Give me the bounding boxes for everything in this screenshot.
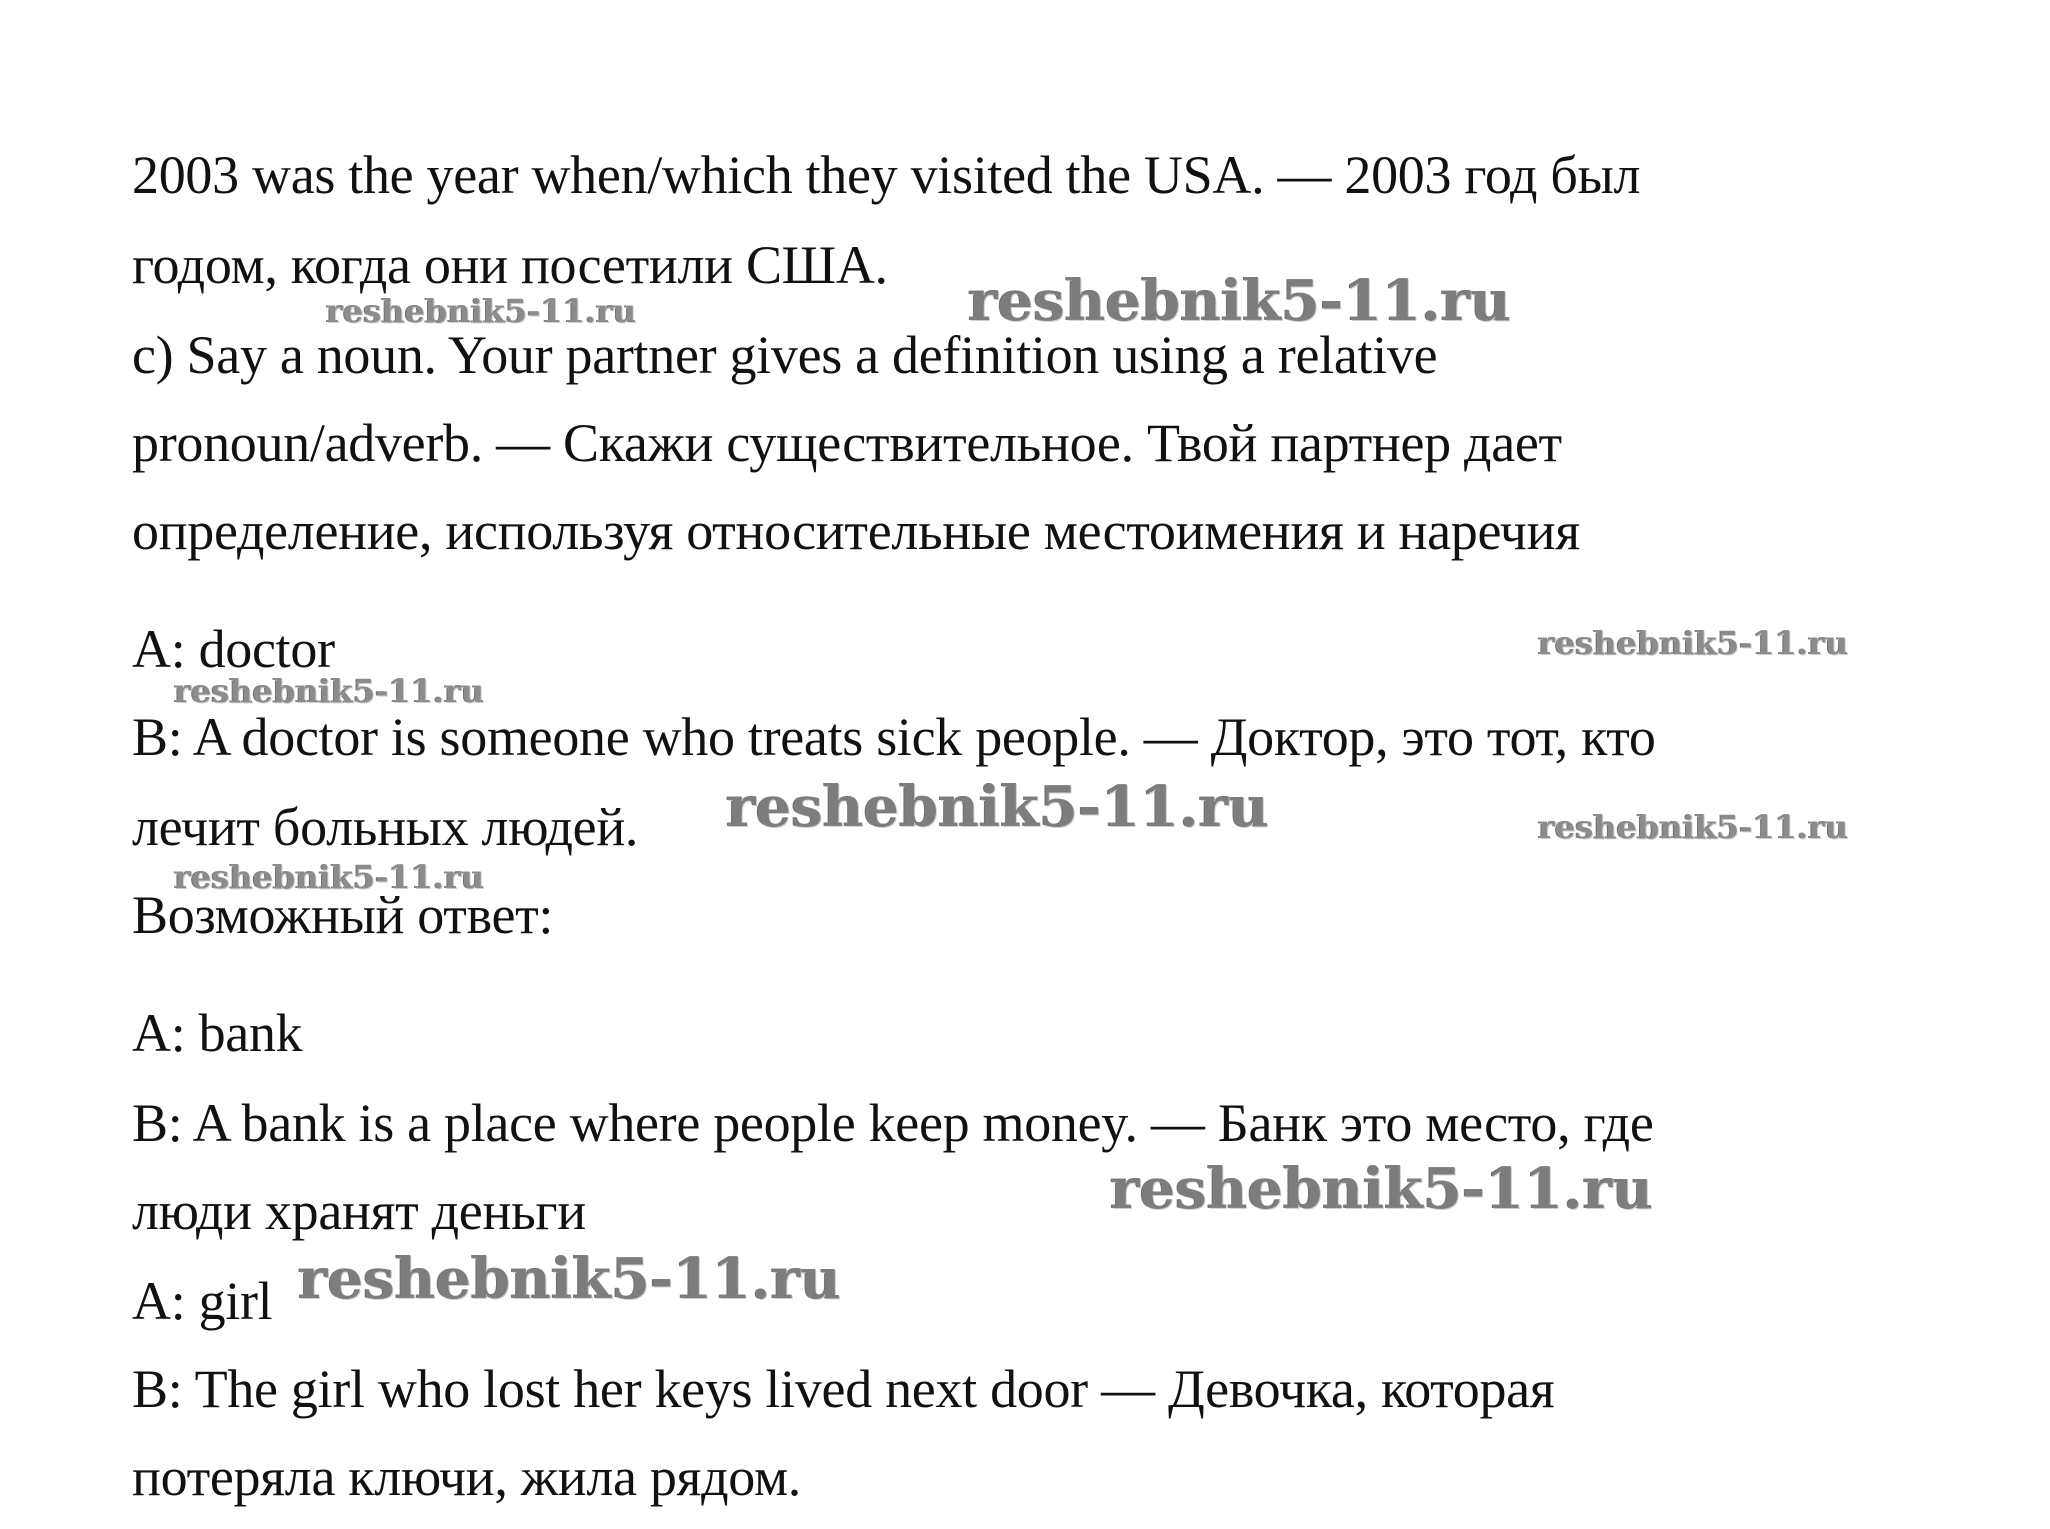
text-line-6: A: doctor bbox=[132, 619, 335, 679]
watermark: reshebnik5-11.ru bbox=[1110, 1156, 1653, 1222]
text-line-1: 2003 was the year when/which they visited the USA. — 2003 год был bbox=[132, 145, 1641, 205]
text-line-11: B: A bank is a place where people keep money. — Банк это место, где bbox=[132, 1093, 1654, 1153]
text-line-14: B: The girl who lost her keys lived next door — Девочка, которая bbox=[132, 1359, 1555, 1419]
text-line-12: люди хранят деньги bbox=[132, 1181, 586, 1241]
text-line-5: определение, используя относительные местоимения и наречия bbox=[132, 501, 1580, 561]
text-line-10: A: bank bbox=[132, 1003, 303, 1063]
watermark: reshebnik5-11.ru bbox=[726, 774, 1269, 840]
text-line-4: pronoun/adverb. — Скажи существительное. Твой партнер дает bbox=[132, 413, 1562, 473]
text-line-8: лечит больных людей. bbox=[132, 797, 639, 857]
watermark: reshebnik5-11.ru bbox=[326, 292, 637, 330]
text-line-2: годом, когда они посетили США. bbox=[132, 235, 888, 295]
watermark: reshebnik5-11.ru bbox=[968, 268, 1511, 334]
text-line-9: Возможный ответ: bbox=[132, 885, 554, 945]
watermark: reshebnik5-11.ru bbox=[298, 1246, 841, 1312]
text-line-3: c) Say a noun. Your partner gives a definition using a relative bbox=[132, 325, 1438, 385]
watermark: reshebnik5-11.ru bbox=[174, 672, 485, 710]
text-line-7: B: A doctor is someone who treats sick people. — Доктор, это тот, кто bbox=[132, 707, 1656, 767]
watermark: reshebnik5-11.ru bbox=[1538, 808, 1849, 846]
watermark: reshebnik5-11.ru bbox=[1538, 624, 1849, 662]
text-line-15: потеряла ключи, жила рядом. bbox=[132, 1447, 802, 1507]
watermark: reshebnik5-11.ru bbox=[174, 858, 485, 896]
text-line-13: A: girl bbox=[132, 1271, 273, 1331]
